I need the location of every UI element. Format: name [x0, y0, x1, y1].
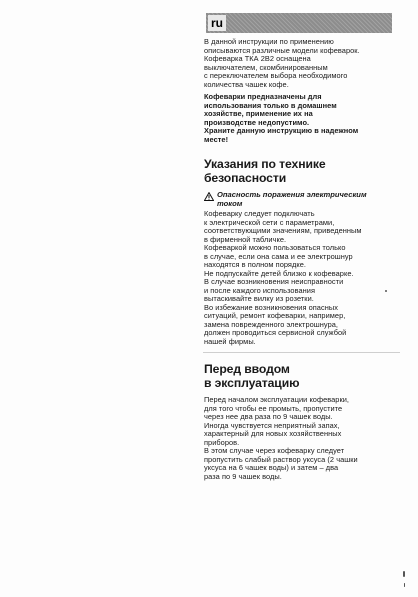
- startup-line: приборов.: [204, 437, 240, 447]
- scan-speck: [385, 290, 387, 292]
- notice-line: хозяйстве, применение их на: [204, 109, 313, 118]
- intro-paragraph: [204, 38, 398, 89]
- startup-line: Иногда чувствуется неприятный запах,: [204, 420, 340, 430]
- startup-body: [204, 396, 398, 481]
- safety-line: находятся в полном порядке.: [204, 260, 306, 269]
- notice-line: Кофеварки предназначены для: [204, 92, 322, 101]
- safety-line: к электрической сети с параметрами,: [204, 217, 335, 227]
- warning-line: током: [217, 198, 243, 208]
- startup-line: для того чтобы ее промыть, пропустите: [204, 403, 343, 413]
- scan-speck: [403, 571, 405, 577]
- scan-speck: [404, 583, 405, 587]
- startup-line: через нее два раза по 9 чашек воды.: [204, 412, 333, 421]
- safety-heading-line: Указания по технике: [204, 157, 326, 171]
- household-notice: [204, 93, 398, 144]
- warning-text: [217, 191, 367, 208]
- warning-triangle-icon: [204, 192, 214, 201]
- electric-warning: [204, 191, 398, 208]
- safety-line: нашей фирмы.: [204, 336, 256, 346]
- notice-line: производстве недопустимо.: [204, 117, 310, 127]
- intro-line: В данной инструкции по применению: [204, 37, 334, 46]
- safety-heading: [204, 158, 398, 185]
- startup-heading: [204, 363, 398, 390]
- safety-line: должен проводиться сервисной службой: [204, 328, 347, 337]
- safety-line: в фирменной табличке.: [204, 234, 287, 244]
- startup-line: В этом случае через кофеварку следует: [204, 446, 345, 455]
- startup-heading-line: Перед вводом: [204, 362, 290, 376]
- intro-line: количества чашек кофе.: [204, 79, 289, 89]
- safety-line: вытаскивайте вилку из розетки.: [204, 294, 314, 303]
- intro-line: Кофеварка ТКА 2В2 оснащена: [204, 54, 311, 63]
- startup-line: пропустить слабый раствор уксуса (2 чашки: [204, 454, 358, 464]
- safety-line: Кофеваркой можно пользоваться только: [204, 243, 346, 252]
- section-rule: [203, 352, 400, 353]
- notice-line: использования только в домашнем: [204, 100, 337, 110]
- startup-line: раза по 9 чашек воды.: [204, 471, 282, 481]
- startup-line: уксуса на 6 чашек воды) и затем – два: [204, 463, 339, 472]
- intro-line: выключателем, скомбинированным: [204, 62, 328, 72]
- startup-line: Перед началом эксплуатации кофеварки,: [204, 395, 350, 404]
- safety-line: Не подпускайте детей близко к кофеварке.: [204, 268, 354, 278]
- safety-line: в случае, если она сама и ее электрошнур: [204, 251, 353, 261]
- safety-line: В случае возникновения неисправности: [204, 277, 344, 286]
- page-content: [204, 38, 398, 481]
- startup-heading-line: в эксплуатацию: [204, 375, 300, 390]
- language-tab: [206, 13, 392, 33]
- warning-line: Опасность поражения электрическим: [217, 190, 367, 199]
- safety-line: ситуаций, ремонт кофеварки, например,: [204, 311, 346, 320]
- intro-line: описываются различные модели кофеварок.: [204, 45, 360, 55]
- safety-line: и после каждого использования: [204, 285, 316, 295]
- safety-heading-line: безопасности: [204, 170, 287, 185]
- safety-line: замена поврежденного электрошнура,: [204, 319, 338, 329]
- safety-line: Кофеварку следует подключать: [204, 209, 315, 218]
- safety-line: соответствующими значениям, приведенным: [204, 226, 362, 235]
- notice-line: месте!: [204, 134, 229, 144]
- safety-line: Во избежание возникновения опасных: [204, 302, 338, 312]
- intro-line: с переключателем выбора необходимого: [204, 71, 348, 80]
- startup-line: характерный для новых хозяйственных: [204, 429, 342, 438]
- notice-line: Храните данную инструкцию в надежном: [204, 126, 359, 135]
- language-code: ru: [208, 15, 226, 31]
- safety-body: [204, 210, 398, 346]
